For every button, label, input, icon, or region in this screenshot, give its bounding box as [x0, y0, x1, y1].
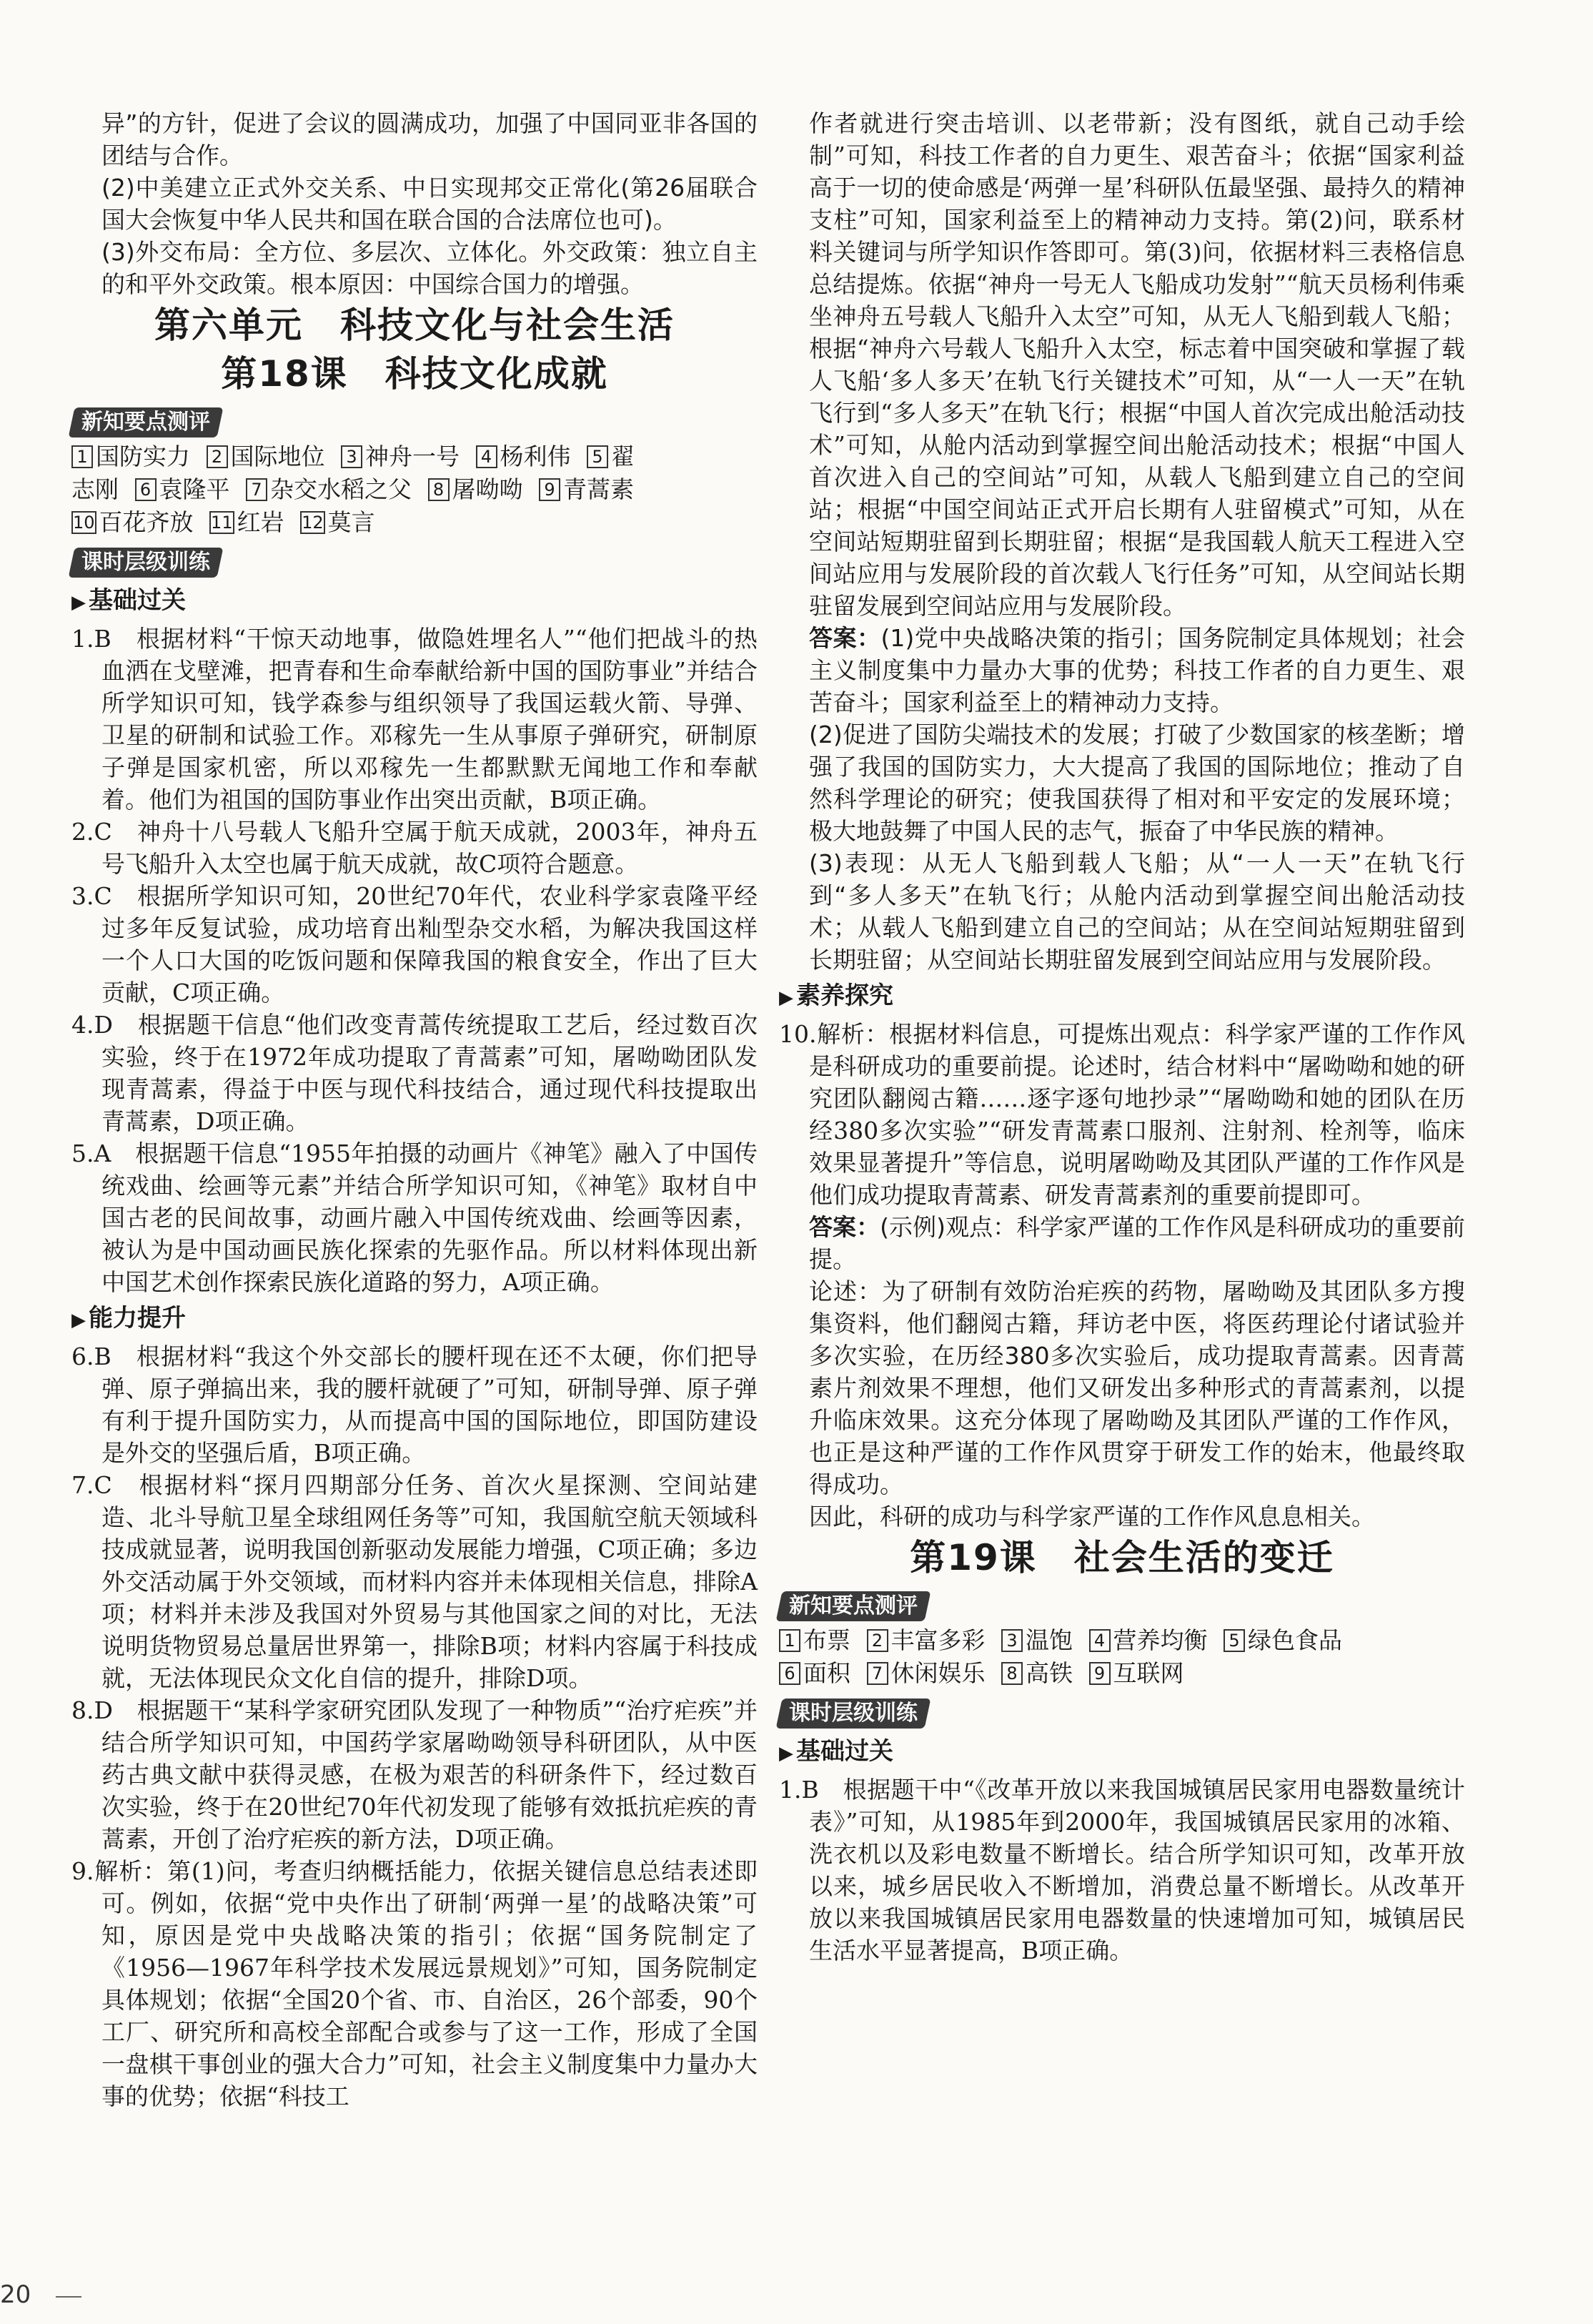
page-number-rule	[56, 2296, 81, 2298]
kp-item: 1 国防实力	[71, 440, 190, 473]
kp-item: 5 绿色食品	[1224, 1624, 1342, 1657]
page-number: 20	[0, 2280, 31, 2309]
kp-item: 3 神舟一号	[341, 440, 460, 473]
answer-item: 1.B 根据材料“干惊天动地事，做隐姓埋名人”“他们把战斗的热血洒在戈壁滩，把青春和生命奉献给新中国的国防事业”并结合所学知识可知，钱学森参与组织领导了我国运载火箭、导弹、卫星的研制和试验工作。邓稼先一生从事原子弹研究，研制原子弹是国家机密，所以邓稼先一生都默默无闻地工作和奉献着。他们为祖国的国防事业作出突出贡献，B项正确。	[71, 625, 758, 814]
kp-item: 5 翟	[587, 440, 635, 473]
answer-9-part-3: (3)表现：从无人飞船到载人飞船；从“一人一天”在轨飞行到“多人多天”在轨飞行；从舱内活动到掌握空间出舱活动技术；从载人飞船到建立自己的空间站；从在空间站短期驻留到长期驻留；从空间站长期驻留发展到空间站应用与发展阶段。	[809, 849, 1465, 974]
answer-item: 4.D 根据题干信息“他们改变青蒿传统提取工艺后，经过数百次实验，终于在1972年成功提取了青蒿素”可知，屠呦呦团队发现青蒿素，得益于中医与现代科技结合，通过现代科技提取出青蒿素，D项正确。	[71, 1011, 758, 1135]
answer-item: 9.解析：第(1)问，考查归纳概括能力，依据关键信息总结表述即可。例如，依据“党中央作出了研制‘两弹一星’的战略决策”可知，原因是党中央战略决策的指引；依据“国务院制定了《1956—1967年科学技术发展远景规划》”可知，国务院制定具体规划；依据“全国20个省、市、自治区，26个部委，90个工厂、研究所和高校全部配合或参与了这一工作，形成了全国一盘棋干事创业的强大合力”可知，社会主义制度集中力量办大事的优势；依据“科技工	[71, 1857, 758, 2110]
kp-item: 11 红岩	[211, 508, 284, 536]
intro-line-1: 异”的方针，促进了会议的圆满成功，加强了中国同亚非各国的团结与合作。	[101, 109, 758, 169]
knowledge-points-18	[71, 440, 758, 539]
kp-item: 2 丰富多彩	[867, 1624, 986, 1657]
kp-item: 12 莫言	[302, 508, 375, 536]
kp-item: 9 互联网	[1089, 1657, 1184, 1690]
lesson18-title: 第18课 科技文化成就	[221, 353, 608, 395]
kp-item: 志刚	[71, 475, 119, 503]
basic-section-heading: ▶ 基础过关	[779, 1737, 893, 1766]
ability-section-heading: ▶ 能力提升	[71, 1304, 186, 1332]
triangle-icon: ▶	[71, 1310, 86, 1331]
answer-item: 3.C 根据所学知识可知，20世纪70年代，农业科学家袁隆平经过多年反复试验，成功培育出籼型杂交水稻，为解决我国这样一个人口大国的吃饭问题和保障我国的粮食安全，作出了巨大贡献，C项正确。	[71, 882, 758, 1007]
kp-item: 8 高铁	[1001, 1657, 1073, 1690]
kp-item: 10 百花齐放	[73, 508, 194, 536]
kp-item: 6 袁隆平	[135, 473, 230, 506]
triangle-icon: ▶	[779, 987, 793, 1009]
answer-10-part-2: 论述：为了研制有效防治疟疾的药物，屠呦呦及其团队多方搜集资料，他们翻阅古籍，拜访老中医，将医药理论付诸试验并多次实验，在历经380多次实验后，成功提取青蒿素。因青蒿素片剂效果不理想，他们又研发出多种形式的青蒿素剂，以提升临床效果。这充分体现了屠呦呦及其团队严谨的工作作风，也正是这种严谨的工作作风贯穿于研发工作的始末，他最终取得成功。	[809, 1277, 1465, 1498]
training-header: 课时层级训练	[776, 1699, 931, 1729]
intro-line-2: (2)中美建立正式外交关系、中日实现邦交正常化(第26届联合国大会恢复中华人民共和国在联合国的合法席位也可)。	[101, 174, 758, 234]
answer-continued: 作者就进行突击培训、以老带新；没有图纸，就自己动手绘制”可知，科技工作者的自力更生、艰苦奋斗；依据“国家利益高于一切的使命感是‘两弹一星’科研队伍最坚强、最持久的精神支柱”可知，国家利益至上的精神动力支持。第(2)问，联系材料关键词与所学知识作答即可。第(3)问，依据材料三表格信息总结提炼。依据“神舟一号无人飞船成功发射”“航天员杨利伟乘坐神舟五号载人飞船升入太空”可知，从无人飞船到载人飞船；根据“神舟六号载人飞船升入太空，标志着中国突破和掌握了载人飞船‘多人多天’在轨飞行关键技术”可知，从“一人一天”在轨飞行到“多人多天”在轨飞行；根据“中国人首次完成出舱活动技术”可知，从舱内活动到掌握空间出舱活动技术；根据“中国人首次进入自己的空间站”可知，从载人飞船到建立自己的空间站；根据“中国空间站正式开启长期有人驻留模式”可知，从在空间站短期驻留到长期驻留；根据“是我国载人航天工程进入空间站应用与发展阶段的首次载人飞行任务”可知，从空间站长期驻留发展到空间站应用与发展阶段。	[809, 109, 1465, 620]
kp-item: 4 营养均衡	[1089, 1624, 1208, 1657]
inquiry-section-heading: ▶ 素养探究	[779, 981, 893, 1010]
triangle-icon: ▶	[71, 592, 86, 613]
answer-item: 5.A 根据题干信息“1955年拍摄的动画片《神笔》融入了中国传统戏曲、绘画等元素”并结合所学知识可知，《神笔》取材自中国古老的民间故事，动画片融入中国传统戏曲、绘画等因素，被认为是中国动画民族化探索的先驱作品。所以材料体现出新中国艺术创作探索民族化道路的努力，A项正确。	[71, 1139, 758, 1296]
answer-10-part-3: 因此，科研的成功与科学家严谨的工作作风息息相关。	[809, 1503, 1375, 1531]
answer-item: 8.D 根据题干“某科学家研究团队发现了一种物质”“治疗疟疾”并结合所学知识可知，中国药学家屠呦呦领导科研团队，从中医药古典文献中获得灵感，在极为艰苦的科研条件下，经过数百次实验，终于在20世纪70年代初发现了能够有效抵抗疟疾的青蒿素，开创了治疗疟疾的新方法，D项正确。	[71, 1696, 758, 1853]
kp-item: 6 面积	[779, 1657, 850, 1690]
kp-item: 8 屠呦呦	[428, 473, 523, 506]
left-column	[71, 107, 758, 2112]
answer-item: 2.C 神舟十八号载人飞船升空属于航天成就，2003年，神舟五号飞船升入太空也属于航天成就，故C项符合题意。	[71, 818, 758, 878]
knowledge-header: 新知要点测评	[69, 407, 224, 437]
answer-9-part-2: (2)促进了国防尖端技术的发展；打破了少数国家的核垄断；增强了我国的国防实力，大大提高了我国的国际地位；推动了自然科学理论的研究；使我国获得了相对和平安定的发展环境；极大地鼓舞了中国人民的志气，振奋了中华民族的精神。	[809, 721, 1465, 845]
triangle-icon: ▶	[779, 1743, 793, 1764]
lesson19-title: 第19课 社会生活的变迁	[910, 1537, 1334, 1578]
kp-item: 4 杨利伟	[476, 440, 571, 473]
kp-item: 7 杂交水稻之父	[246, 473, 412, 506]
answer-item: 6.B 根据材料“我这个外交部长的腰杆现在还不太硬，你们把导弹、原子弹搞出来，我的腰杆就硬了”可知，研制导弹、原子弹有利于提升国防实力，从而提高中国的国际地位，即国防建设是外交的坚强后盾，B项正确。	[71, 1343, 758, 1467]
knowledge-points-19	[779, 1624, 1465, 1690]
training-header: 课时层级训练	[69, 548, 224, 578]
kp-item: 7 休闲娱乐	[867, 1657, 986, 1690]
right-column	[779, 107, 1465, 1967]
kp-item: 2 国际地位	[207, 440, 325, 473]
kp-item: 3 温饱	[1001, 1624, 1073, 1657]
unit-title: 第六单元 科技文化与社会生活	[154, 305, 675, 346]
kp-item: 1 布票	[779, 1624, 850, 1657]
kp-item: 9 青蒿素	[539, 473, 634, 506]
answer-item: 10.解析：根据材料信息，可提炼出观点：科学家严谨的工作作风是科研成功的重要前提。论述时，结合材料中“屠呦呦和她的研究团队翻阅古籍……逐字逐句地抄录”“屠呦呦和她的团队在历经380多次实验”“研发青蒿素口服剂、注射剂、栓剂等，临床效果显著提升”等信息，说明屠呦呦及其团队严谨的工作作风是他们成功提取青蒿素、研发青蒿素剂的重要前提即可。	[779, 1020, 1465, 1209]
intro-line-3: (3)外交布局：全方位、多层次、立体化。外交政策：独立自主的和平外交政策。根本原因：中国综合国力的增强。	[101, 238, 758, 298]
knowledge-header: 新知要点测评	[776, 1591, 931, 1621]
basic-section-heading: ▶ 基础过关	[71, 586, 186, 615]
answer-item: 7.C 根据材料“探月四期部分任务、首次火星探测、空间站建造、北斗导航卫星全球组网任务等”可知，我国航空航天领域科技成就显著，说明我国创新驱动发展能力增强，C项正确；多边外交活动属于外交领域，而材料内容并未体现相关信息，排除A项；材料并未涉及我国对外贸易与其他国家之间的对比，无法说明货物贸易总量居世界第一，排除B项；材料内容属于科技成就，无法体现民众文化自信的提升，排除D项。	[71, 1471, 758, 1692]
answer-item: 1.B 根据题干中“《改革开放以来我国城镇居民家用电器数量统计表》”可知，从1985年到2000年，我国城镇居民家用的冰箱、洗衣机以及彩电数量不断增长。结合所学知识可知，改革开放以来，城乡居民收入不断增加，消费总量不断增长。从改革开放以来我国城镇居民家用电器数量的快速增加可知，城镇居民生活水平显著提高，B项正确。	[779, 1776, 1465, 1964]
answer-10-part-1: 答案：(示例)观点：科学家严谨的工作作风是科研成功的重要前提。	[809, 1213, 1466, 1273]
answer-9-part-1: 答案：(1)党中央战略决策的指引；国务院制定具体规划；社会主义制度集中力量办大事的优势；科技工作者的自力更生、艰苦奋斗；国家利益至上的精神动力支持。	[809, 624, 1465, 716]
